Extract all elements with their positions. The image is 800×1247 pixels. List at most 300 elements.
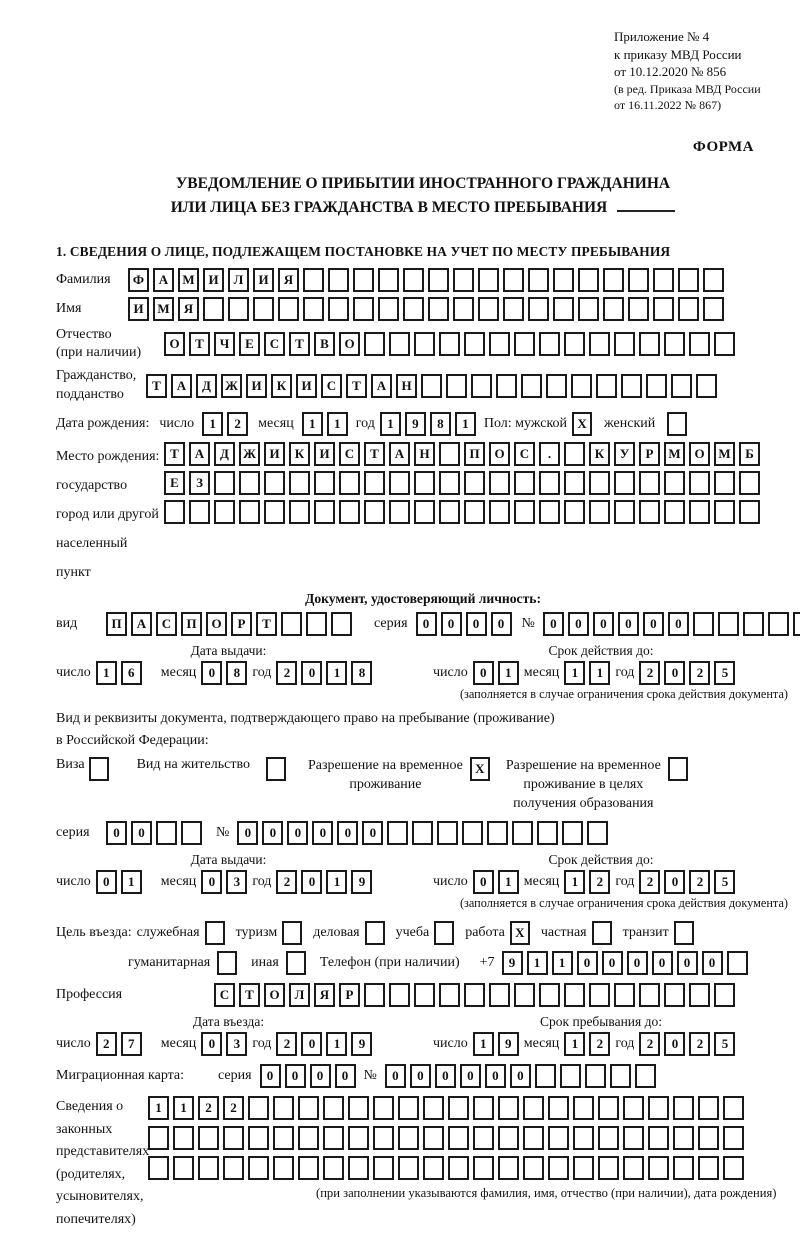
form-cell[interactable] [603,268,624,292]
form-cell[interactable]: Н [396,374,417,398]
form-cell[interactable] [498,1096,519,1120]
form-cell[interactable] [564,332,585,356]
form-cell[interactable]: 0 [362,821,383,845]
form-cell[interactable] [489,471,510,495]
form-cell[interactable] [528,297,549,321]
form-cell[interactable]: 1 [564,870,585,894]
form-cell[interactable] [278,297,299,321]
form-cell[interactable] [428,297,449,321]
doc-type-cells[interactable] [106,612,352,636]
form-cell[interactable]: 0 [668,612,689,636]
birth-place-cells-row1[interactable] [164,442,760,466]
form-cell[interactable] [423,1126,444,1150]
form-cell[interactable]: З [189,471,210,495]
form-cell[interactable]: 2 [96,1032,117,1056]
form-cell[interactable]: 0 [287,821,308,845]
form-cell[interactable] [248,1156,269,1180]
form-cell[interactable] [353,297,374,321]
form-cell[interactable] [403,297,424,321]
form-cell[interactable] [423,1096,444,1120]
form-cell[interactable]: 0 [473,870,494,894]
form-cell[interactable] [689,471,710,495]
form-cell[interactable]: А [371,374,392,398]
form-cell[interactable] [398,1156,419,1180]
form-cell[interactable]: А [389,442,410,466]
form-cell[interactable] [448,1096,469,1120]
form-cell[interactable]: 1 [498,661,519,685]
form-cell[interactable]: 2 [589,870,610,894]
form-cell[interactable] [364,983,385,1007]
form-cell[interactable] [148,1126,169,1150]
form-cell[interactable] [471,374,492,398]
form-cell[interactable] [698,1156,719,1180]
form-cell[interactable]: С [156,612,177,636]
form-cell[interactable] [703,268,724,292]
form-cell[interactable] [273,1096,294,1120]
form-cell[interactable] [664,332,685,356]
form-cell[interactable] [614,332,635,356]
form-cell[interactable] [689,500,710,524]
form-cell[interactable]: Т [346,374,367,398]
form-cell[interactable]: С [321,374,342,398]
form-cell[interactable] [639,983,660,1007]
purpose-study-checkbox[interactable] [434,921,454,945]
form-cell[interactable]: 1 [173,1096,194,1120]
form-cell[interactable]: 0 [312,821,333,845]
form-cell[interactable] [387,821,408,845]
form-cell[interactable]: 0 [201,870,222,894]
doc-valid-month-cells[interactable] [564,661,610,685]
form-cell[interactable] [548,1126,569,1150]
form-cell[interactable] [673,1126,694,1150]
res-issue-month-cells[interactable] [201,870,247,894]
form-cell[interactable] [323,1156,344,1180]
form-cell[interactable]: 6 [121,661,142,685]
form-cell[interactable]: 0 [702,951,723,975]
purpose-transit-checkbox[interactable] [674,921,694,945]
form-cell[interactable]: 2 [689,661,710,685]
form-cell[interactable]: К [271,374,292,398]
form-cell[interactable]: 2 [198,1096,219,1120]
form-cell[interactable]: 1 [326,661,347,685]
form-cell[interactable]: 0 [643,612,664,636]
form-cell[interactable] [560,1064,581,1088]
purpose-business-checkbox[interactable] [365,921,385,945]
form-cell[interactable] [403,268,424,292]
form-cell[interactable] [223,1156,244,1180]
form-cell[interactable] [635,1064,656,1088]
form-cell[interactable]: К [589,442,610,466]
doc-series-cells[interactable] [416,612,512,636]
entry-day-cells[interactable] [96,1032,142,1056]
form-cell[interactable]: Т [256,612,277,636]
form-cell[interactable] [673,1096,694,1120]
form-cell[interactable] [664,471,685,495]
form-cell[interactable] [373,1156,394,1180]
form-cell[interactable]: 0 [201,661,222,685]
form-cell[interactable] [548,1156,569,1180]
form-cell[interactable]: 2 [276,870,297,894]
form-cell[interactable] [523,1096,544,1120]
form-cell[interactable] [793,612,800,636]
form-cell[interactable]: 5 [714,870,735,894]
form-cell[interactable] [348,1126,369,1150]
form-cell[interactable]: Р [339,983,360,1007]
form-cell[interactable]: 0 [260,1064,281,1088]
form-cell[interactable] [348,1096,369,1120]
form-cell[interactable] [239,500,260,524]
res-valid-month-cells[interactable] [564,870,610,894]
form-cell[interactable]: М [664,442,685,466]
form-cell[interactable]: О [339,332,360,356]
form-cell[interactable]: 1 [552,951,573,975]
purpose-official-checkbox[interactable] [205,921,225,945]
form-cell[interactable] [453,268,474,292]
form-cell[interactable] [514,983,535,1007]
form-cell[interactable] [314,500,335,524]
form-cell[interactable]: М [153,297,174,321]
res-valid-day-cells[interactable] [473,870,519,894]
form-cell[interactable]: 9 [351,870,372,894]
residence-permit-checkbox[interactable] [266,757,286,781]
form-cell[interactable]: С [264,332,285,356]
mig-series-cells[interactable] [260,1064,356,1088]
form-cell[interactable]: 0 [664,661,685,685]
form-cell[interactable] [328,297,349,321]
form-cell[interactable] [598,1126,619,1150]
form-cell[interactable] [621,374,642,398]
form-cell[interactable] [328,268,349,292]
form-cell[interactable] [639,471,660,495]
form-cell[interactable] [181,821,202,845]
form-cell[interactable] [306,612,327,636]
form-cell[interactable]: Ч [214,332,235,356]
form-cell[interactable] [648,1096,669,1120]
form-cell[interactable] [539,983,560,1007]
form-cell[interactable]: 0 [131,821,152,845]
entry-year-cells[interactable] [276,1032,372,1056]
form-cell[interactable]: 0 [664,1032,685,1056]
form-cell[interactable]: 1 [326,870,347,894]
form-cell[interactable]: О [264,983,285,1007]
form-cell[interactable]: О [206,612,227,636]
sex-male-checkbox[interactable]: X [572,412,592,436]
form-cell[interactable] [228,297,249,321]
doc-valid-day-cells[interactable] [473,661,519,685]
form-cell[interactable] [303,268,324,292]
form-cell[interactable] [623,1156,644,1180]
form-cell[interactable]: 0 [577,951,598,975]
form-cell[interactable] [589,500,610,524]
form-cell[interactable] [253,297,274,321]
form-cell[interactable]: М [714,442,735,466]
form-cell[interactable] [578,268,599,292]
form-cell[interactable] [239,471,260,495]
form-cell[interactable]: 0 [310,1064,331,1088]
form-cell[interactable] [623,1126,644,1150]
form-cell[interactable] [671,374,692,398]
form-cell[interactable] [512,821,533,845]
form-cell[interactable] [214,500,235,524]
form-cell[interactable] [398,1096,419,1120]
form-cell[interactable] [464,332,485,356]
form-cell[interactable]: 0 [466,612,487,636]
form-cell[interactable]: 1 [327,412,348,436]
form-cell[interactable]: 1 [202,412,223,436]
form-cell[interactable] [203,297,224,321]
form-cell[interactable]: 3 [226,1032,247,1056]
form-cell[interactable]: 1 [96,661,117,685]
form-cell[interactable] [727,951,748,975]
form-cell[interactable] [564,442,585,466]
purpose-work-checkbox[interactable]: X [510,921,530,945]
form-cell[interactable] [423,1156,444,1180]
form-cell[interactable] [628,268,649,292]
form-cell[interactable] [248,1096,269,1120]
form-cell[interactable]: 0 [485,1064,506,1088]
form-cell[interactable]: А [171,374,192,398]
form-cell[interactable] [639,500,660,524]
form-cell[interactable] [439,332,460,356]
form-cell[interactable]: 5 [714,1032,735,1056]
form-cell[interactable] [739,471,760,495]
form-cell[interactable] [198,1126,219,1150]
form-cell[interactable] [664,500,685,524]
form-cell[interactable] [614,500,635,524]
form-cell[interactable] [298,1096,319,1120]
doc-issue-year-cells[interactable] [276,661,372,685]
form-cell[interactable] [503,268,524,292]
form-cell[interactable] [264,500,285,524]
form-cell[interactable] [589,332,610,356]
form-cell[interactable] [648,1156,669,1180]
stay-year-cells[interactable] [639,1032,735,1056]
form-cell[interactable] [696,374,717,398]
form-cell[interactable] [464,500,485,524]
entry-month-cells[interactable] [201,1032,247,1056]
form-cell[interactable] [537,821,558,845]
form-cell[interactable]: 9 [405,412,426,436]
form-cell[interactable] [364,500,385,524]
form-cell[interactable]: 0 [385,1064,406,1088]
form-cell[interactable]: Д [214,442,235,466]
form-cell[interactable] [573,1096,594,1120]
form-cell[interactable] [573,1126,594,1150]
form-cell[interactable]: 1 [302,412,323,436]
form-cell[interactable]: Р [639,442,660,466]
form-cell[interactable] [414,332,435,356]
form-cell[interactable] [164,500,185,524]
form-cell[interactable] [173,1156,194,1180]
stay-day-cells[interactable] [473,1032,519,1056]
form-cell[interactable] [489,500,510,524]
form-cell[interactable]: О [164,332,185,356]
form-cell[interactable] [585,1064,606,1088]
form-cell[interactable]: 0 [618,612,639,636]
form-cell[interactable] [389,500,410,524]
form-cell[interactable]: Я [178,297,199,321]
res-series-cells[interactable] [106,821,202,845]
form-cell[interactable] [464,471,485,495]
form-cell[interactable]: 2 [589,1032,610,1056]
form-cell[interactable]: 0 [285,1064,306,1088]
form-cell[interactable]: П [464,442,485,466]
form-cell[interactable] [173,1126,194,1150]
form-cell[interactable]: И [314,442,335,466]
form-cell[interactable] [414,983,435,1007]
form-cell[interactable]: 8 [226,661,247,685]
representatives-cells-row1[interactable] [148,1096,776,1120]
form-cell[interactable] [628,297,649,321]
form-cell[interactable]: 0 [602,951,623,975]
representatives-cells-row2[interactable] [148,1126,776,1150]
form-cell[interactable] [446,374,467,398]
form-cell[interactable] [689,332,710,356]
purpose-other-checkbox[interactable] [286,951,306,975]
form-cell[interactable] [398,1126,419,1150]
form-cell[interactable]: С [514,442,535,466]
form-cell[interactable] [523,1126,544,1150]
birth-month-cells[interactable] [302,412,348,436]
purpose-private-checkbox[interactable] [592,921,612,945]
form-cell[interactable] [718,612,739,636]
form-cell[interactable]: . [539,442,560,466]
form-cell[interactable] [439,983,460,1007]
form-cell[interactable]: 2 [639,661,660,685]
patronymic-cells[interactable] [164,332,735,356]
form-cell[interactable]: И [296,374,317,398]
form-cell[interactable] [714,500,735,524]
form-cell[interactable] [189,500,210,524]
form-cell[interactable]: П [181,612,202,636]
form-cell[interactable] [323,1126,344,1150]
form-cell[interactable] [489,332,510,356]
form-cell[interactable]: Д [196,374,217,398]
doc-valid-year-cells[interactable] [639,661,735,685]
form-cell[interactable]: С [339,442,360,466]
form-cell[interactable] [198,1156,219,1180]
birth-day-cells[interactable] [202,412,248,436]
form-cell[interactable] [714,332,735,356]
form-cell[interactable] [739,500,760,524]
form-cell[interactable]: 1 [455,412,476,436]
form-cell[interactable]: 0 [473,661,494,685]
form-cell[interactable]: Ф [128,268,149,292]
form-cell[interactable] [514,500,535,524]
form-cell[interactable] [223,1126,244,1150]
form-cell[interactable] [498,1156,519,1180]
form-cell[interactable]: П [106,612,127,636]
form-cell[interactable]: 9 [502,951,523,975]
form-cell[interactable] [564,983,585,1007]
form-cell[interactable]: К [289,442,310,466]
form-cell[interactable] [553,268,574,292]
form-cell[interactable] [248,1126,269,1150]
birth-place-cells-row3[interactable] [164,500,760,524]
temp-residence-checkbox[interactable]: X [470,757,490,781]
form-cell[interactable] [473,1126,494,1150]
phone-cells[interactable] [502,951,748,975]
form-cell[interactable]: И [253,268,274,292]
form-cell[interactable] [214,471,235,495]
form-cell[interactable] [673,1156,694,1180]
form-cell[interactable]: 2 [689,870,710,894]
form-cell[interactable]: 0 [677,951,698,975]
profession-cells[interactable] [214,983,735,1007]
purpose-humanitarian-checkbox[interactable] [217,951,237,975]
form-cell[interactable] [571,374,592,398]
form-cell[interactable] [464,983,485,1007]
form-cell[interactable]: 0 [335,1064,356,1088]
given-name-cells[interactable] [128,297,724,321]
birth-place-cells-row2[interactable] [164,471,760,495]
form-cell[interactable]: 0 [301,1032,322,1056]
form-cell[interactable]: Т [289,332,310,356]
form-cell[interactable] [714,983,735,1007]
citizenship-cells[interactable] [146,374,717,398]
form-cell[interactable] [768,612,789,636]
form-cell[interactable] [437,821,458,845]
form-cell[interactable] [514,332,535,356]
form-cell[interactable] [339,500,360,524]
form-cell[interactable]: Е [239,332,260,356]
form-cell[interactable]: 2 [223,1096,244,1120]
form-cell[interactable] [448,1156,469,1180]
form-cell[interactable] [564,500,585,524]
form-cell[interactable]: М [178,268,199,292]
doc-issue-month-cells[interactable] [201,661,247,685]
form-cell[interactable]: 2 [276,661,297,685]
form-cell[interactable] [289,471,310,495]
form-cell[interactable] [473,1156,494,1180]
doc-number-cells[interactable] [543,612,800,636]
form-cell[interactable]: 0 [301,870,322,894]
form-cell[interactable] [298,1126,319,1150]
form-cell[interactable] [373,1096,394,1120]
form-cell[interactable]: 0 [337,821,358,845]
form-cell[interactable]: Б [739,442,760,466]
form-cell[interactable] [614,983,635,1007]
form-cell[interactable]: 1 [589,661,610,685]
form-cell[interactable] [448,1126,469,1150]
form-cell[interactable] [689,983,710,1007]
form-cell[interactable]: В [314,332,335,356]
form-cell[interactable] [389,332,410,356]
form-cell[interactable] [298,1156,319,1180]
form-cell[interactable]: 0 [652,951,673,975]
form-cell[interactable]: 0 [441,612,462,636]
form-cell[interactable] [539,471,560,495]
purpose-tourism-checkbox[interactable] [282,921,302,945]
form-cell[interactable] [273,1156,294,1180]
form-cell[interactable] [364,471,385,495]
res-valid-year-cells[interactable] [639,870,735,894]
form-cell[interactable] [603,297,624,321]
form-cell[interactable] [412,821,433,845]
form-cell[interactable] [348,1156,369,1180]
form-cell[interactable]: 0 [491,612,512,636]
form-cell[interactable]: Т [239,983,260,1007]
form-cell[interactable] [598,1096,619,1120]
form-cell[interactable] [698,1096,719,1120]
form-cell[interactable]: Т [189,332,210,356]
form-cell[interactable]: 0 [543,612,564,636]
form-cell[interactable] [528,268,549,292]
form-cell[interactable]: 1 [326,1032,347,1056]
form-cell[interactable]: 0 [106,821,127,845]
form-cell[interactable] [723,1126,744,1150]
form-cell[interactable]: 3 [226,870,247,894]
